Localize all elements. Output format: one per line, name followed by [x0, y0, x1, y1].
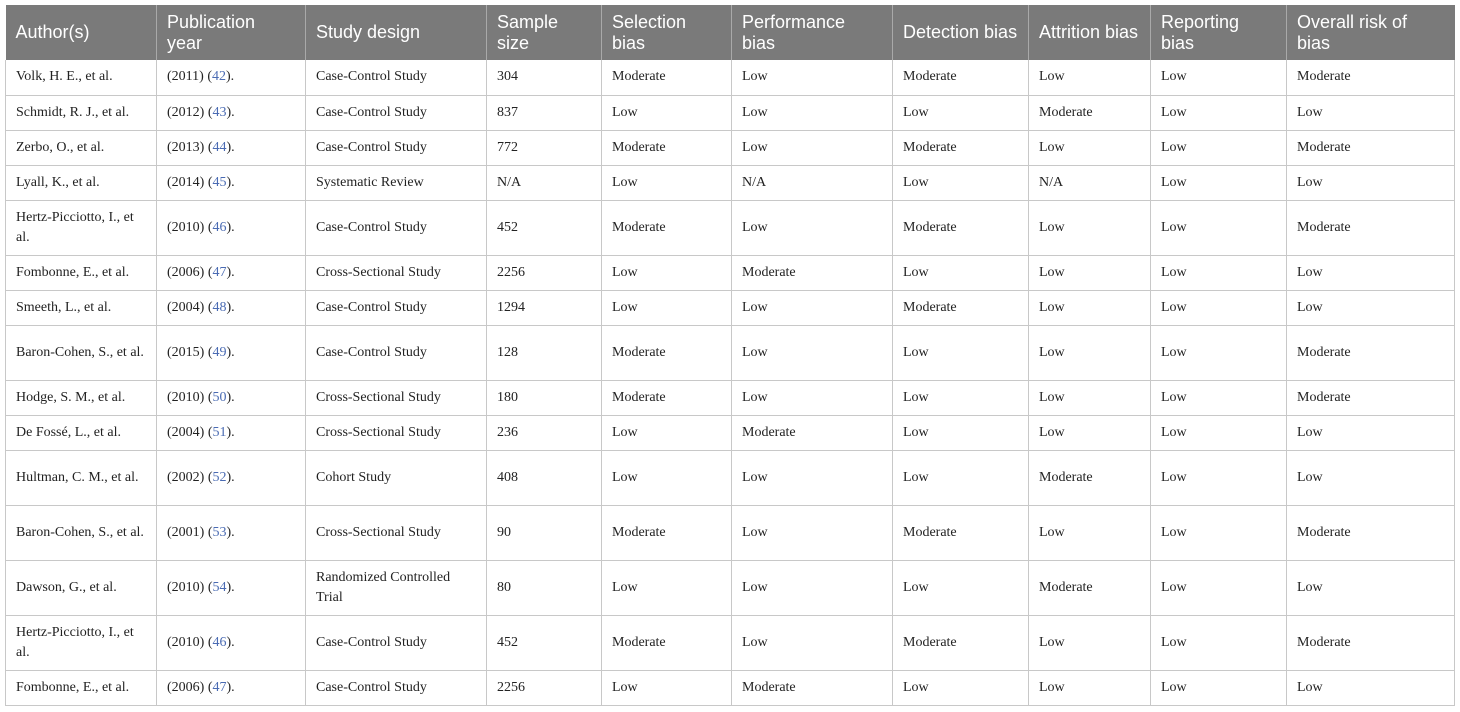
- cell-attrition-bias: Low: [1029, 60, 1151, 95]
- reference-link[interactable]: 49: [212, 344, 227, 360]
- table-row: [6, 130, 1455, 165]
- cell-selection-bias: Low: [602, 670, 732, 705]
- cell-performance-bias: Low: [732, 560, 893, 615]
- cell-overall-risk: Low: [1287, 165, 1455, 200]
- cell-reporting-bias: Low: [1151, 615, 1287, 670]
- cell-author: Schmidt, R. J., et al.: [6, 95, 157, 130]
- cell-selection-bias: Low: [602, 95, 732, 130]
- cell-design: Case-Control Study: [306, 60, 487, 95]
- cell-attrition-bias: Low: [1029, 415, 1151, 450]
- cell-reporting-bias: Low: [1151, 380, 1287, 415]
- cell-year: (2014) (45).: [157, 165, 306, 200]
- cell-performance-bias: Low: [732, 380, 893, 415]
- cell-attrition-bias: Low: [1029, 670, 1151, 705]
- publication-year: (2012): [167, 104, 205, 120]
- cell-design: Case-Control Study: [306, 615, 487, 670]
- cell-year: (2006) (47).: [157, 255, 306, 290]
- cell-author: Zerbo, O., et al.: [6, 130, 157, 165]
- cell-selection-bias: Moderate: [602, 380, 732, 415]
- cell-sample: 304: [487, 60, 602, 95]
- cell-design: Cross-Sectional Study: [306, 415, 487, 450]
- cell-overall-risk: Low: [1287, 450, 1455, 505]
- header-author: Author(s): [6, 5, 157, 60]
- cell-reporting-bias: Low: [1151, 325, 1287, 380]
- cell-author: Lyall, K., et al.: [6, 165, 157, 200]
- cell-performance-bias: Low: [732, 450, 893, 505]
- cell-author: Hertz-Picciotto, I., et al.: [6, 615, 157, 670]
- cell-performance-bias: Low: [732, 60, 893, 95]
- table-row: [6, 95, 1455, 130]
- cell-year: (2013) (44).: [157, 130, 306, 165]
- cell-attrition-bias: Moderate: [1029, 560, 1151, 615]
- cell-detection-bias: Low: [893, 255, 1029, 290]
- reference-link[interactable]: 48: [212, 299, 227, 315]
- publication-year: (2014): [167, 174, 205, 190]
- cell-sample: 2256: [487, 255, 602, 290]
- cell-author: Smeeth, L., et al.: [6, 290, 157, 325]
- cell-sample: 408: [487, 450, 602, 505]
- cell-author: Baron-Cohen, S., et al.: [6, 505, 157, 560]
- cell-year: (2010) (54).: [157, 560, 306, 615]
- cell-selection-bias: Moderate: [602, 60, 732, 95]
- cell-performance-bias: N/A: [732, 165, 893, 200]
- reference-link[interactable]: 54: [212, 579, 227, 595]
- cell-design: Case-Control Study: [306, 95, 487, 130]
- publication-year: (2004): [167, 299, 205, 315]
- publication-year: (2011): [167, 69, 204, 85]
- publication-year: (2010): [167, 389, 205, 405]
- table-row: [6, 290, 1455, 325]
- cell-overall-risk: Moderate: [1287, 60, 1455, 95]
- cell-performance-bias: Low: [732, 615, 893, 670]
- cell-attrition-bias: Low: [1029, 615, 1151, 670]
- publication-year: (2013): [167, 139, 205, 155]
- cell-year: (2010) (50).: [157, 380, 306, 415]
- cell-performance-bias: Low: [732, 95, 893, 130]
- cell-design: Cross-Sectional Study: [306, 505, 487, 560]
- risk-of-bias-table: [5, 5, 1455, 706]
- cell-reporting-bias: Low: [1151, 450, 1287, 505]
- cell-year: (2010) (46).: [157, 200, 306, 255]
- cell-overall-risk: Low: [1287, 95, 1455, 130]
- cell-overall-risk: Low: [1287, 255, 1455, 290]
- cell-reporting-bias: Low: [1151, 670, 1287, 705]
- cell-selection-bias: Moderate: [602, 200, 732, 255]
- cell-overall-risk: Moderate: [1287, 200, 1455, 255]
- cell-reporting-bias: Low: [1151, 60, 1287, 95]
- cell-attrition-bias: Low: [1029, 255, 1151, 290]
- header-row: [6, 5, 1455, 60]
- publication-year: (2006): [167, 264, 205, 280]
- table-row: [6, 200, 1455, 255]
- reference-link[interactable]: 46: [212, 219, 227, 235]
- cell-overall-risk: Low: [1287, 560, 1455, 615]
- cell-attrition-bias: Low: [1029, 200, 1151, 255]
- table-row: [6, 670, 1455, 705]
- cell-author: Hertz-Picciotto, I., et al.: [6, 200, 157, 255]
- cell-selection-bias: Low: [602, 560, 732, 615]
- reference-link[interactable]: 51: [212, 424, 227, 440]
- cell-reporting-bias: Low: [1151, 200, 1287, 255]
- cell-author: Fombonne, E., et al.: [6, 255, 157, 290]
- cell-author: Baron-Cohen, S., et al.: [6, 325, 157, 380]
- cell-design: Case-Control Study: [306, 325, 487, 380]
- publication-year: (2015): [167, 344, 205, 360]
- table-row: [6, 560, 1455, 615]
- cell-attrition-bias: N/A: [1029, 165, 1151, 200]
- cell-overall-risk: Low: [1287, 415, 1455, 450]
- cell-author: Hodge, S. M., et al.: [6, 380, 157, 415]
- cell-sample: 837: [487, 95, 602, 130]
- cell-author: Fombonne, E., et al.: [6, 670, 157, 705]
- cell-performance-bias: Low: [732, 200, 893, 255]
- cell-selection-bias: Low: [602, 290, 732, 325]
- reference-link[interactable]: 46: [212, 634, 227, 650]
- header-performance: Performance bias: [732, 5, 893, 60]
- cell-reporting-bias: Low: [1151, 415, 1287, 450]
- cell-author: Hultman, C. M., et al.: [6, 450, 157, 505]
- cell-detection-bias: Moderate: [893, 60, 1029, 95]
- cell-detection-bias: Low: [893, 325, 1029, 380]
- cell-design: Cross-Sectional Study: [306, 255, 487, 290]
- table-row: [6, 450, 1455, 505]
- cell-year: (2004) (48).: [157, 290, 306, 325]
- cell-detection-bias: Low: [893, 165, 1029, 200]
- cell-detection-bias: Low: [893, 95, 1029, 130]
- cell-attrition-bias: Low: [1029, 130, 1151, 165]
- cell-detection-bias: Low: [893, 450, 1029, 505]
- cell-year: (2012) (43).: [157, 95, 306, 130]
- publication-year: (2004): [167, 424, 205, 440]
- cell-year: (2011) (42).: [157, 60, 306, 95]
- cell-year: (2006) (47).: [157, 670, 306, 705]
- cell-design: Case-Control Study: [306, 670, 487, 705]
- cell-selection-bias: Low: [602, 255, 732, 290]
- cell-design: Case-Control Study: [306, 130, 487, 165]
- cell-reporting-bias: Low: [1151, 130, 1287, 165]
- cell-sample: 1294: [487, 290, 602, 325]
- reference-link[interactable]: 47: [212, 264, 227, 280]
- cell-detection-bias: Moderate: [893, 505, 1029, 560]
- cell-author: Volk, H. E., et al.: [6, 60, 157, 95]
- cell-sample: 452: [487, 200, 602, 255]
- cell-selection-bias: Low: [602, 165, 732, 200]
- cell-design: Systematic Review: [306, 165, 487, 200]
- cell-overall-risk: Low: [1287, 670, 1455, 705]
- cell-sample: 772: [487, 130, 602, 165]
- cell-sample: 80: [487, 560, 602, 615]
- cell-overall-risk: Low: [1287, 290, 1455, 325]
- cell-reporting-bias: Low: [1151, 255, 1287, 290]
- header-selection: Selection bias: [602, 5, 732, 60]
- cell-design: Randomized Controlled Trial: [306, 560, 487, 615]
- cell-overall-risk: Moderate: [1287, 325, 1455, 380]
- reference-link[interactable]: 53: [212, 524, 227, 540]
- table-row: [6, 505, 1455, 560]
- cell-detection-bias: Moderate: [893, 130, 1029, 165]
- header-sample: Sample size: [487, 5, 602, 60]
- cell-attrition-bias: Moderate: [1029, 450, 1151, 505]
- cell-performance-bias: Low: [732, 130, 893, 165]
- reference-link[interactable]: 45: [212, 174, 227, 190]
- cell-detection-bias: Low: [893, 380, 1029, 415]
- cell-detection-bias: Low: [893, 415, 1029, 450]
- reference-link[interactable]: 44: [212, 139, 227, 155]
- cell-overall-risk: Moderate: [1287, 615, 1455, 670]
- header-year: Publication year: [157, 5, 306, 60]
- header-detection: Detection bias: [893, 5, 1029, 60]
- reference-link[interactable]: 47: [212, 679, 227, 695]
- cell-author: Dawson, G., et al.: [6, 560, 157, 615]
- cell-attrition-bias: Moderate: [1029, 95, 1151, 130]
- table-row: [6, 615, 1455, 670]
- reference-link[interactable]: 43: [212, 104, 227, 120]
- cell-reporting-bias: Low: [1151, 290, 1287, 325]
- cell-detection-bias: Moderate: [893, 200, 1029, 255]
- cell-sample: 2256: [487, 670, 602, 705]
- reference-link[interactable]: 50: [212, 389, 227, 405]
- cell-reporting-bias: Low: [1151, 165, 1287, 200]
- cell-author: De Fossé, L., et al.: [6, 415, 157, 450]
- cell-detection-bias: Low: [893, 560, 1029, 615]
- publication-year: (2010): [167, 219, 205, 235]
- cell-reporting-bias: Low: [1151, 95, 1287, 130]
- cell-reporting-bias: Low: [1151, 505, 1287, 560]
- table-row: [6, 415, 1455, 450]
- cell-selection-bias: Low: [602, 415, 732, 450]
- table-row: [6, 255, 1455, 290]
- cell-performance-bias: Low: [732, 505, 893, 560]
- table-row: [6, 165, 1455, 200]
- cell-performance-bias: Low: [732, 290, 893, 325]
- cell-overall-risk: Moderate: [1287, 380, 1455, 415]
- cell-year: (2004) (51).: [157, 415, 306, 450]
- cell-detection-bias: Moderate: [893, 615, 1029, 670]
- cell-performance-bias: Moderate: [732, 670, 893, 705]
- cell-detection-bias: Moderate: [893, 290, 1029, 325]
- cell-sample: 128: [487, 325, 602, 380]
- cell-selection-bias: Moderate: [602, 505, 732, 560]
- cell-year: (2002) (52).: [157, 450, 306, 505]
- header-design: Study design: [306, 5, 487, 60]
- reference-link[interactable]: 52: [212, 469, 227, 485]
- cell-attrition-bias: Low: [1029, 505, 1151, 560]
- publication-year: (2002): [167, 469, 205, 485]
- cell-sample: 90: [487, 505, 602, 560]
- cell-selection-bias: Moderate: [602, 615, 732, 670]
- cell-attrition-bias: Low: [1029, 290, 1151, 325]
- cell-detection-bias: Low: [893, 670, 1029, 705]
- cell-design: Cohort Study: [306, 450, 487, 505]
- cell-performance-bias: Moderate: [732, 255, 893, 290]
- cell-design: Case-Control Study: [306, 290, 487, 325]
- publication-year: (2001): [167, 524, 205, 540]
- table-row: [6, 60, 1455, 95]
- table-row: [6, 325, 1455, 380]
- cell-year: (2001) (53).: [157, 505, 306, 560]
- cell-sample: N/A: [487, 165, 602, 200]
- cell-selection-bias: Moderate: [602, 325, 732, 380]
- publication-year: (2006): [167, 679, 205, 695]
- cell-sample: 452: [487, 615, 602, 670]
- table-row: [6, 380, 1455, 415]
- header-attrition: Attrition bias: [1029, 5, 1151, 60]
- header-overall: Overall risk of bias: [1287, 5, 1455, 60]
- cell-attrition-bias: Low: [1029, 380, 1151, 415]
- cell-reporting-bias: Low: [1151, 560, 1287, 615]
- reference-link[interactable]: 42: [211, 69, 226, 85]
- cell-attrition-bias: Low: [1029, 325, 1151, 380]
- publication-year: (2010): [167, 579, 205, 595]
- publication-year: (2010): [167, 634, 205, 650]
- cell-overall-risk: Moderate: [1287, 130, 1455, 165]
- cell-year: (2010) (46).: [157, 615, 306, 670]
- cell-overall-risk: Moderate: [1287, 505, 1455, 560]
- cell-selection-bias: Moderate: [602, 130, 732, 165]
- cell-performance-bias: Low: [732, 325, 893, 380]
- cell-sample: 236: [487, 415, 602, 450]
- cell-design: Case-Control Study: [306, 200, 487, 255]
- cell-year: (2015) (49).: [157, 325, 306, 380]
- header-reporting: Reporting bias: [1151, 5, 1287, 60]
- cell-performance-bias: Moderate: [732, 415, 893, 450]
- cell-design: Cross-Sectional Study: [306, 380, 487, 415]
- cell-sample: 180: [487, 380, 602, 415]
- cell-selection-bias: Low: [602, 450, 732, 505]
